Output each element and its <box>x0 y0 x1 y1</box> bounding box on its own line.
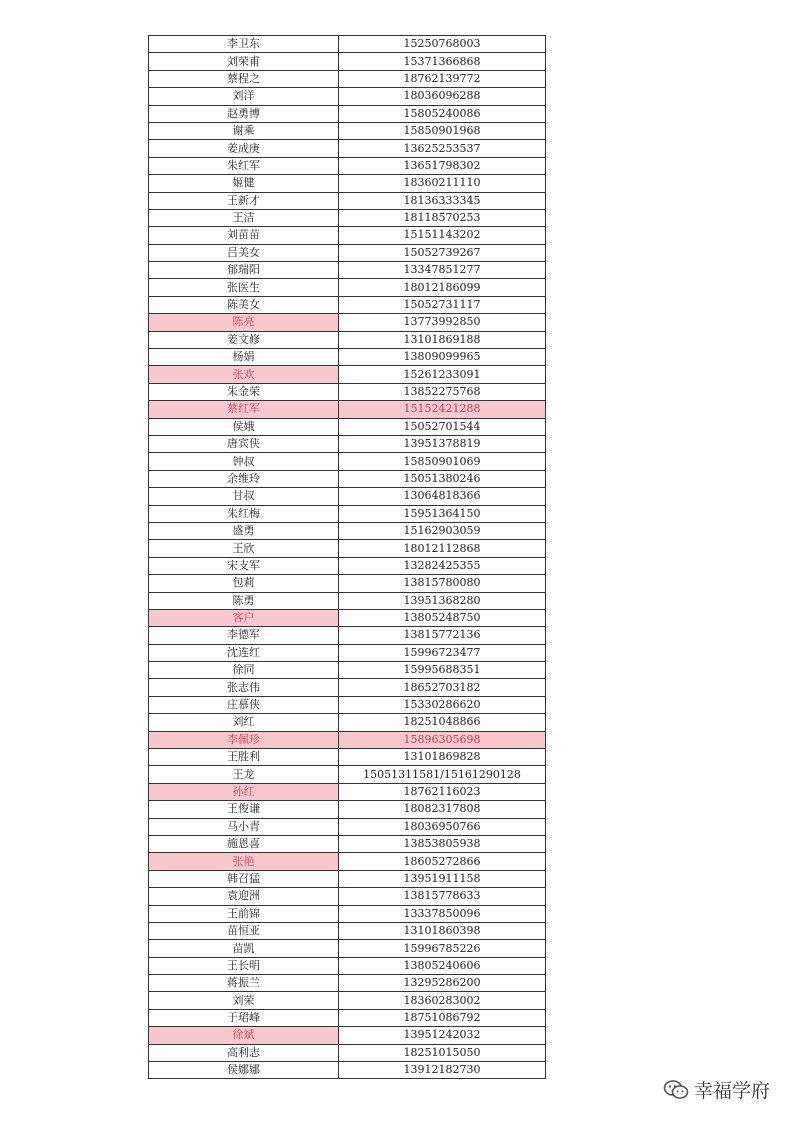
name-cell: 余维玲 <box>149 470 339 487</box>
table-row <box>149 557 546 574</box>
table-row <box>149 418 546 435</box>
phone-cell: 15052731117 <box>339 296 546 313</box>
table-row <box>149 1027 546 1044</box>
name-cell: 马小青 <box>149 818 339 835</box>
table-row <box>149 488 546 505</box>
name-cell: 客户 <box>149 609 339 626</box>
table-row <box>149 209 546 226</box>
table-row <box>149 36 546 53</box>
name-cell: 郁瑞阳 <box>149 262 339 279</box>
phone-cell: 15261233091 <box>339 366 546 383</box>
table-row <box>149 279 546 296</box>
phone-cell: 13809099965 <box>339 349 546 366</box>
contact-table <box>148 35 546 1079</box>
table-row <box>149 609 546 626</box>
phone-cell: 18360283002 <box>339 992 546 1009</box>
table-row <box>149 801 546 818</box>
table-row <box>149 679 546 696</box>
table-row <box>149 662 546 679</box>
phone-cell: 13773992850 <box>339 314 546 331</box>
phone-cell: 15151143202 <box>339 227 546 244</box>
watermark-text: 幸福学府 <box>694 1080 771 1102</box>
table-row <box>149 105 546 122</box>
name-cell: 谢乘 <box>149 122 339 139</box>
phone-cell: 18082317808 <box>339 801 546 818</box>
name-cell: 宋支军 <box>149 557 339 574</box>
phone-cell: 13912182730 <box>339 1062 546 1079</box>
table-row <box>149 383 546 400</box>
table-row <box>149 296 546 313</box>
name-cell: 苗恒亚 <box>149 922 339 939</box>
name-cell: 蔡程之 <box>149 70 339 87</box>
table-row <box>149 227 546 244</box>
table-row <box>149 122 546 139</box>
name-cell: 高利志 <box>149 1044 339 1061</box>
name-cell: 袁迎洲 <box>149 888 339 905</box>
phone-cell: 13295286200 <box>339 975 546 992</box>
table-row <box>149 366 546 383</box>
name-cell: 施恩喜 <box>149 835 339 852</box>
name-cell: 王欣 <box>149 540 339 557</box>
table-row <box>149 766 546 783</box>
phone-cell: 13853805938 <box>339 835 546 852</box>
name-cell: 钟叔 <box>149 453 339 470</box>
table-row <box>149 505 546 522</box>
phone-cell: 13951911158 <box>339 870 546 887</box>
phone-cell: 15052701544 <box>339 418 546 435</box>
name-cell: 沈连红 <box>149 644 339 661</box>
table-row <box>149 470 546 487</box>
name-cell: 刘荣甫 <box>149 53 339 70</box>
name-cell: 王俊谦 <box>149 801 339 818</box>
table-row <box>149 575 546 592</box>
table-row <box>149 835 546 852</box>
table-row <box>149 731 546 748</box>
name-cell: 孙红 <box>149 783 339 800</box>
name-cell: 姜成庚 <box>149 140 339 157</box>
phone-cell: 15371366868 <box>339 53 546 70</box>
name-cell: 王前锦 <box>149 905 339 922</box>
phone-cell: 18036950766 <box>339 818 546 835</box>
name-cell: 徐斌 <box>149 1027 339 1044</box>
name-cell: 刘苗苗 <box>149 227 339 244</box>
phone-cell: 13064818366 <box>339 488 546 505</box>
name-cell: 李佩珍 <box>149 731 339 748</box>
name-cell: 包莉 <box>149 575 339 592</box>
phone-cell: 15052739267 <box>339 244 546 261</box>
phone-cell: 13101869188 <box>339 331 546 348</box>
name-cell: 朱金荣 <box>149 383 339 400</box>
phone-cell: 13347851277 <box>339 262 546 279</box>
name-cell: 陈美女 <box>149 296 339 313</box>
phone-cell: 18118570253 <box>339 209 546 226</box>
table-row <box>149 749 546 766</box>
name-cell: 侯娜娜 <box>149 1062 339 1079</box>
table-row <box>149 1009 546 1026</box>
table-row <box>149 70 546 87</box>
watermark <box>663 1076 770 1103</box>
table-row <box>149 644 546 661</box>
table-row <box>149 157 546 174</box>
phone-cell: 13282425355 <box>339 557 546 574</box>
table-row <box>149 140 546 157</box>
name-cell: 王新才 <box>149 192 339 209</box>
name-cell: 徐同 <box>149 662 339 679</box>
phone-cell: 13815778633 <box>339 888 546 905</box>
phone-cell: 13625253537 <box>339 140 546 157</box>
table-row <box>149 922 546 939</box>
name-cell: 蒋振兰 <box>149 975 339 992</box>
table-row <box>149 262 546 279</box>
phone-cell: 18605272866 <box>339 853 546 870</box>
table-row <box>149 53 546 70</box>
phone-cell: 18751086792 <box>339 1009 546 1026</box>
table-row <box>149 592 546 609</box>
wechat-icon <box>663 1079 689 1101</box>
name-cell: 王洁 <box>149 209 339 226</box>
phone-cell: 13805248750 <box>339 609 546 626</box>
name-cell: 张艳 <box>149 853 339 870</box>
phone-cell: 15850901069 <box>339 453 546 470</box>
table-row <box>149 992 546 1009</box>
name-cell: 苗凯 <box>149 940 339 957</box>
phone-cell: 13337850096 <box>339 905 546 922</box>
name-cell: 甘叔 <box>149 488 339 505</box>
table-row <box>149 453 546 470</box>
name-cell: 盛勇 <box>149 522 339 539</box>
table-row <box>149 870 546 887</box>
name-cell: 蔡红军 <box>149 401 339 418</box>
name-cell: 庄慕侠 <box>149 696 339 713</box>
phone-cell: 15051380246 <box>339 470 546 487</box>
name-cell: 姜文修 <box>149 331 339 348</box>
name-cell: 张欢 <box>149 366 339 383</box>
phone-cell: 13852275768 <box>339 383 546 400</box>
table-row <box>149 696 546 713</box>
name-cell: 侯娥 <box>149 418 339 435</box>
name-cell: 刘荣 <box>149 992 339 1009</box>
table-row <box>149 940 546 957</box>
table-row <box>149 975 546 992</box>
phone-cell: 15162903059 <box>339 522 546 539</box>
name-cell: 王胜利 <box>149 749 339 766</box>
phone-cell: 15996723477 <box>339 644 546 661</box>
table-row <box>149 522 546 539</box>
name-cell: 陈勇 <box>149 592 339 609</box>
name-cell: 刘红 <box>149 714 339 731</box>
phone-cell: 13805240606 <box>339 957 546 974</box>
phone-cell: 13815772136 <box>339 627 546 644</box>
phone-cell: 18762116023 <box>339 783 546 800</box>
name-cell: 吕美女 <box>149 244 339 261</box>
table-row <box>149 627 546 644</box>
table-row <box>149 349 546 366</box>
phone-cell: 15330286620 <box>339 696 546 713</box>
table-row <box>149 88 546 105</box>
phone-cell: 18251048866 <box>339 714 546 731</box>
table-body <box>149 36 546 1079</box>
table-row <box>149 314 546 331</box>
name-cell: 韩召猛 <box>149 870 339 887</box>
name-cell: 陈亮 <box>149 314 339 331</box>
table-row <box>149 244 546 261</box>
phone-cell: 13101869828 <box>339 749 546 766</box>
name-cell: 刘洋 <box>149 88 339 105</box>
phone-cell: 15152421288 <box>339 401 546 418</box>
table-row <box>149 957 546 974</box>
phone-cell: 13951378819 <box>339 435 546 452</box>
phone-cell: 18251015050 <box>339 1044 546 1061</box>
phone-cell: 15996785226 <box>339 940 546 957</box>
name-cell: 王长明 <box>149 957 339 974</box>
name-cell: 李德军 <box>149 627 339 644</box>
phone-cell: 18762139772 <box>339 70 546 87</box>
table-row <box>149 331 546 348</box>
table-row <box>149 714 546 731</box>
name-cell: 杨娟 <box>149 349 339 366</box>
phone-cell: 18012112868 <box>339 540 546 557</box>
phone-cell: 18012186099 <box>339 279 546 296</box>
name-cell: 张医生 <box>149 279 339 296</box>
name-cell: 唐宾侠 <box>149 435 339 452</box>
name-cell: 于珺峰 <box>149 1009 339 1026</box>
name-cell: 朱红梅 <box>149 505 339 522</box>
phone-cell: 15250768003 <box>339 36 546 53</box>
table-row <box>149 905 546 922</box>
phone-cell: 13815780080 <box>339 575 546 592</box>
name-cell: 张志伟 <box>149 679 339 696</box>
table-row <box>149 175 546 192</box>
table-row <box>149 888 546 905</box>
table-row <box>149 435 546 452</box>
phone-cell: 15850901968 <box>339 122 546 139</box>
table-row <box>149 818 546 835</box>
phone-cell: 15805240086 <box>339 105 546 122</box>
table-row <box>149 1044 546 1061</box>
phone-cell: 13651798302 <box>339 157 546 174</box>
table-row <box>149 1062 546 1079</box>
table-row <box>149 783 546 800</box>
name-cell: 朱红军 <box>149 157 339 174</box>
phone-cell: 18136333345 <box>339 192 546 209</box>
phone-cell: 15951364150 <box>339 505 546 522</box>
name-cell: 姬健 <box>149 175 339 192</box>
phone-cell: 15995688351 <box>339 662 546 679</box>
phone-cell: 18360211110 <box>339 175 546 192</box>
table-row <box>149 853 546 870</box>
table-row <box>149 192 546 209</box>
name-cell: 赵勇博 <box>149 105 339 122</box>
name-cell: 王龙 <box>149 766 339 783</box>
phone-cell: 18036096288 <box>339 88 546 105</box>
name-cell: 李卫东 <box>149 36 339 53</box>
phone-cell: 18652703182 <box>339 679 546 696</box>
phone-cell: 13101860398 <box>339 922 546 939</box>
table-row <box>149 540 546 557</box>
phone-cell: 13951242032 <box>339 1027 546 1044</box>
phone-cell: 15896305698 <box>339 731 546 748</box>
phone-cell: 15051311581/15161290128 <box>339 766 546 783</box>
table-row <box>149 401 546 418</box>
phone-cell: 13951368280 <box>339 592 546 609</box>
